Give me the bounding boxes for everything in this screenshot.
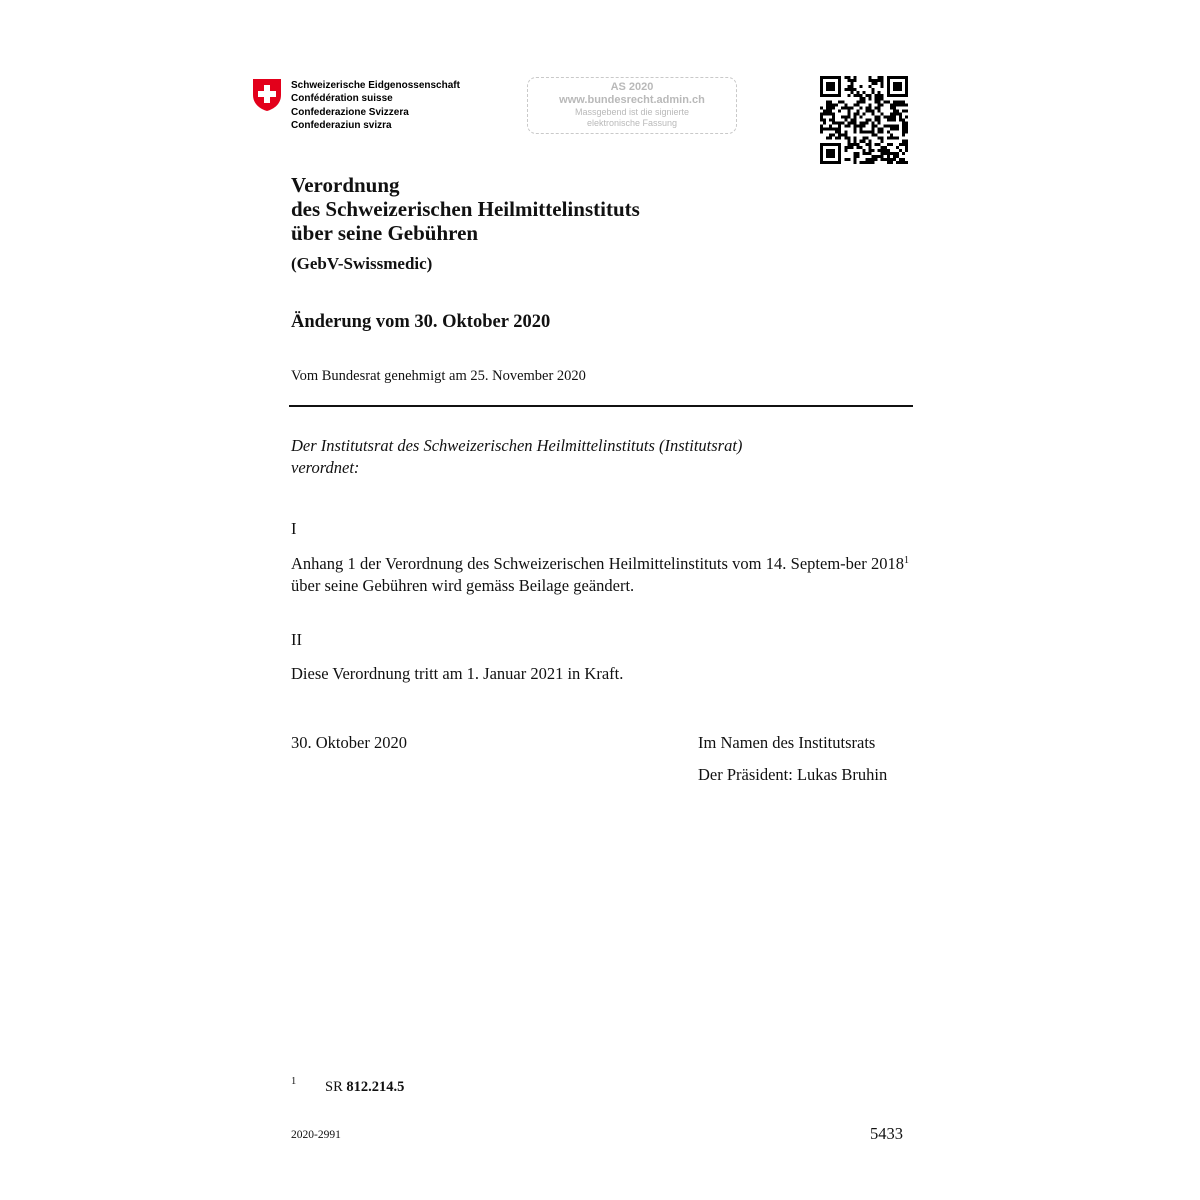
document-title	[291, 173, 640, 245]
document-number: 2020-2991	[291, 1129, 341, 1141]
footnote-sr-number: 812.214.5	[346, 1079, 405, 1095]
section-1-text	[291, 553, 909, 597]
section-1-heading: I	[291, 519, 297, 538]
swiss-coat-of-arms-icon	[252, 78, 282, 112]
confederation-name-fr: Confédération suisse	[291, 93, 393, 105]
confederation-name-rm: Confederaziun svizra	[291, 120, 392, 132]
signature-line-2: Der Präsident: Lukas Bruhin	[698, 765, 888, 784]
approval-note: Vom Bundesrat genehmigt am 25. November 2020	[291, 368, 586, 384]
confederation-name-it: Confederazione Svizzera	[291, 106, 409, 118]
section-1-text-b: über seine Gebühren wird gemäss Beilage geändert.	[291, 576, 635, 595]
section-1-text-a: Anhang 1 der Verordnung des Schweizerischen Heilmittelinstituts vom 14. Septem-ber 2018	[291, 554, 904, 573]
preamble-line-1: Der Institutsrat des Schweizerischen Heilmittelinstituts (Institutsrat)	[291, 436, 743, 455]
section-2-heading: II	[291, 630, 302, 649]
preamble	[291, 435, 742, 479]
footnote-number: 1	[291, 1076, 297, 1087]
title-line-3: über seine Gebühren	[291, 221, 479, 245]
signing-date: 30. Oktober 2020	[291, 733, 407, 752]
preamble-line-2: verordnet:	[291, 458, 360, 477]
document-abbreviation: (GebV-Swissmedic)	[291, 254, 433, 273]
confederation-name-de: Schweizerische Eidgenossenschaft	[291, 80, 460, 91]
official-publication-stamp	[527, 77, 737, 134]
title-line-1: Verordnung	[291, 173, 400, 197]
horizontal-divider	[289, 405, 913, 407]
qr-code-icon	[820, 76, 908, 164]
signature-line-1: Im Namen des Institutsrats	[698, 733, 876, 752]
stamp-url: www.bundesrecht.admin.ch	[559, 94, 705, 106]
footnote-text	[325, 1079, 404, 1096]
footnote-prefix: SR	[325, 1079, 347, 1095]
stamp-note-line1: Massgebend ist die signierte	[574, 107, 690, 117]
stamp-note-line2: elektronische Fassung	[586, 118, 678, 128]
page-number: 5433	[870, 1124, 903, 1143]
confederation-names	[291, 79, 460, 133]
title-line-2: des Schweizerischen Heilmittelinstituts	[291, 197, 640, 221]
section-2-text: Diese Verordnung tritt am 1. Januar 2021 in Kraft.	[291, 664, 624, 683]
stamp-collection: AS 2020	[610, 81, 654, 93]
footnote-reference[interactable]: 1	[904, 555, 909, 566]
amendment-date: Änderung vom 30. Oktober 2020	[291, 312, 551, 332]
